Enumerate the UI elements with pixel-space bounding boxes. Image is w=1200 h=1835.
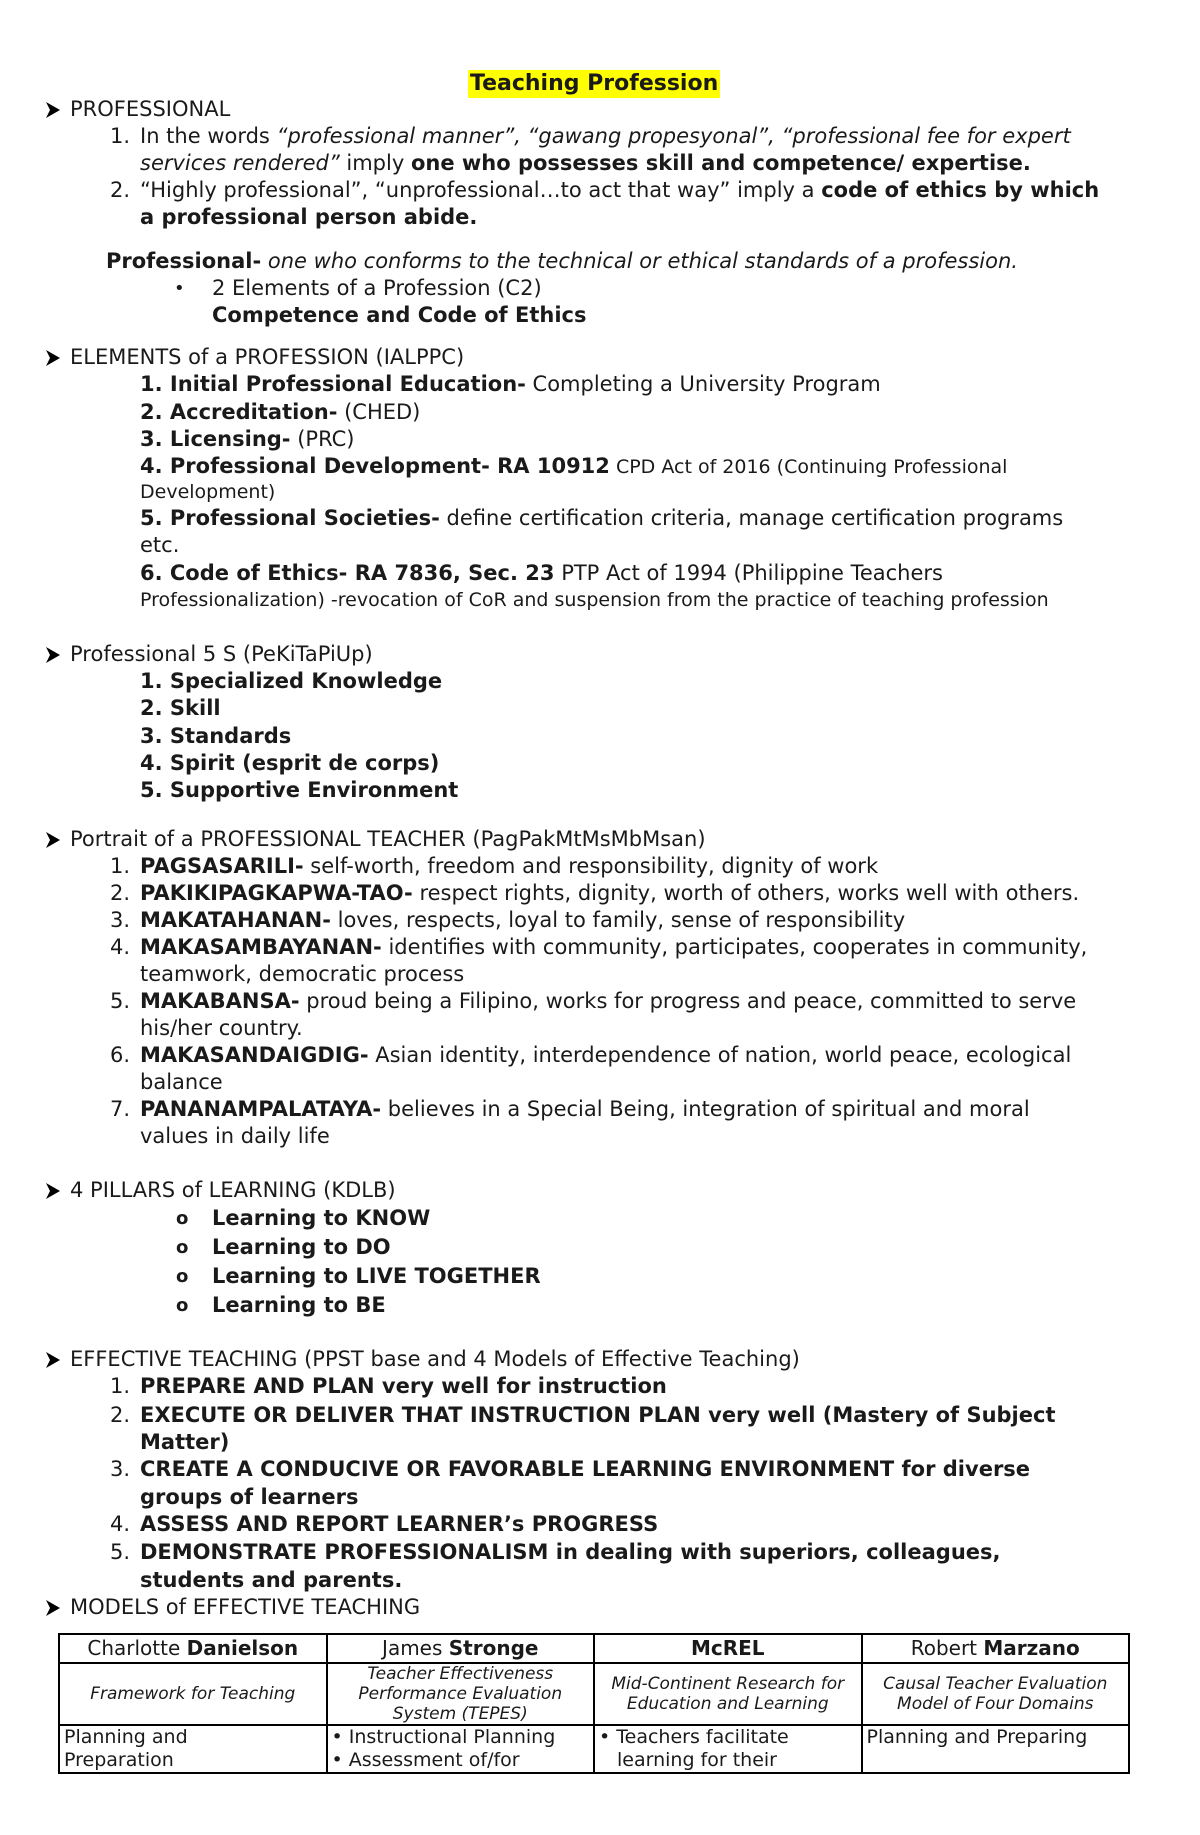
list-number: 3. — [109, 908, 130, 932]
list-item-continued: his/her country. — [140, 1016, 303, 1040]
arrow-bullet-icon — [44, 830, 62, 852]
list-item: 5. Professional Societies- define certification criteria, manage certification programs — [140, 506, 1064, 530]
list-item: MAKABANSA- proud being a Filipino, works for progress and peace, committed to serve — [140, 989, 1077, 1013]
circle-bullet-icon: o — [176, 1266, 189, 1287]
table-cell: Teacher Effectiveness Performance Evaluation System (TEPES) — [327, 1663, 595, 1725]
section-heading-pillars: 4 PILLARS of LEARNING (KDLB) — [70, 1178, 396, 1202]
table-cell: Mid-Continent Research for Education and Learning — [594, 1663, 862, 1725]
circle-bullet-icon: o — [176, 1237, 189, 1258]
table-cell: Causal Teacher Evaluation Model of Four Domains — [862, 1663, 1130, 1725]
list-item: Learning to DO — [212, 1235, 391, 1259]
list-item: PANANAMPALATAYA- believes in a Special Being, integration of spiritual and moral — [140, 1097, 1030, 1121]
list-item: PAGSASARILI- self-worth, freedom and responsibility, dignity of work — [140, 854, 879, 878]
list-item: Learning to KNOW — [212, 1206, 431, 1230]
arrow-bullet-icon — [44, 100, 62, 122]
circle-bullet-icon: o — [176, 1295, 189, 1316]
list-item-continued: teamwork, democratic process — [140, 962, 465, 986]
list-number: 3. — [109, 1457, 130, 1481]
table-row — [59, 1663, 1129, 1725]
document-title: Teaching Profession — [470, 71, 719, 96]
list-item-continued: balance — [140, 1070, 223, 1094]
list-number: 1. — [109, 1374, 130, 1398]
circle-bullet-icon: o — [176, 1208, 189, 1229]
list-item: PREPARE AND PLAN very well for instruction — [140, 1374, 667, 1398]
bullet-icon: • — [331, 1749, 343, 1771]
table-cell: • Teachers facilitate learning for their — [594, 1725, 862, 1773]
arrow-bullet-icon — [44, 1350, 62, 1372]
list-item: 1. Initial Professional Education- Completing a University Program — [140, 372, 881, 396]
section-heading-models: MODELS of EFFECTIVE TEACHING — [70, 1595, 421, 1619]
table-cell: Framework for Teaching — [59, 1663, 327, 1725]
list-item: 2. Accreditation- (CHED) — [140, 400, 421, 424]
list-item: 6. Code of Ethics- RA 7836, Sec. 23 PTP Act of 1994 (Philippine Teachers — [140, 561, 943, 585]
list-number: 1. — [109, 854, 130, 878]
section-heading-elements: ELEMENTS of a PROFESSION (IALPPC) — [70, 345, 465, 369]
models-table — [58, 1633, 1130, 1774]
arrow-bullet-icon — [44, 1598, 62, 1620]
list-item-continued: Development) — [140, 481, 276, 503]
list-item: 5. Supportive Environment — [140, 778, 459, 802]
list-item-text: services rendered” imply one who possesses skill and competence/ expertise. — [140, 151, 1031, 175]
bullet-icon: • — [599, 1726, 611, 1748]
list-number: 1. — [109, 124, 130, 148]
list-number: 4. — [109, 1512, 130, 1536]
list-number: 2. — [109, 178, 130, 202]
list-item: MAKATAHANAN- loves, respects, loyal to family, sense of responsibility — [140, 908, 906, 932]
list-item-continued: groups of learners — [140, 1485, 359, 1509]
list-number: 5. — [109, 1540, 130, 1564]
list-number: 6. — [109, 1043, 130, 1067]
list-item: Learning to BE — [212, 1293, 386, 1317]
arrow-bullet-icon — [44, 645, 62, 667]
list-item: 3. Licensing- (PRC) — [140, 427, 355, 451]
table-header-row — [59, 1634, 1129, 1663]
list-number: 5. — [109, 989, 130, 1013]
table-header-cell: Charlotte Danielson — [59, 1634, 327, 1663]
definition: Professional- one who conforms to the technical or ethical standards of a profession. — [106, 249, 1018, 273]
bullet-text: 2 Elements of a Profession (C2) — [212, 276, 542, 300]
section-heading-portrait: Portrait of a PROFESSIONAL TEACHER (PagPakMtMsMbMsan) — [70, 827, 706, 851]
list-item: DEMONSTRATE PROFESSIONALISM in dealing with superiors, colleagues, — [140, 1540, 1001, 1564]
list-item-continued: values in daily life — [140, 1124, 330, 1148]
list-item: 2. Skill — [140, 696, 221, 720]
list-item: ASSESS AND REPORT LEARNER’s PROGRESS — [140, 1512, 659, 1536]
list-item-continued: Matter) — [140, 1430, 230, 1454]
section-heading-effective-teaching: EFFECTIVE TEACHING (PPST base and 4 Models of Effective Teaching) — [70, 1347, 800, 1371]
bullet-icon: • — [174, 278, 185, 299]
list-number: 2. — [109, 881, 130, 905]
table-row — [59, 1725, 1129, 1773]
table-cell: • Instructional Planning • Assessment of/for — [327, 1725, 595, 1773]
bullet-subtext: Competence and Code of Ethics — [212, 303, 587, 327]
table-header-cell: Robert Marzano — [862, 1634, 1130, 1663]
arrow-bullet-icon — [44, 348, 62, 370]
list-number: 2. — [109, 1403, 130, 1427]
table-cell: Planning and Preparation — [59, 1725, 327, 1773]
table-cell: Planning and Preparing — [862, 1725, 1130, 1773]
list-item-text: In the words “professional manner”, “gawang propesyonal”, “professional fee for expert — [140, 124, 1071, 148]
list-item-continued: students and parents. — [140, 1568, 403, 1592]
list-item-text: “Highly professional”, “unprofessional…to act that way” imply a code of ethics by which — [140, 178, 1100, 202]
list-item: 3. Standards — [140, 724, 292, 748]
list-item: Learning to LIVE TOGETHER — [212, 1264, 541, 1288]
list-item: MAKASANDAIGDIG- Asian identity, interdependence of nation, world peace, ecological — [140, 1043, 1072, 1067]
list-item: 4. Professional Development- RA 10912 CPD Act of 2016 (Continuing Professional — [140, 454, 1008, 478]
list-item: CREATE A CONDUCIVE OR FAVORABLE LEARNING ENVIRONMENT for diverse — [140, 1457, 1031, 1481]
section-heading-five-s: Professional 5 S (PeKiTaPiUp) — [70, 642, 373, 666]
list-item-text: a professional person abide. — [140, 205, 478, 229]
table-header-cell: McREL — [594, 1634, 862, 1663]
list-item: MAKASAMBAYANAN- identifies with community, participates, cooperates in community, — [140, 935, 1088, 959]
list-number: 7. — [109, 1097, 130, 1121]
table-header-cell: James Stronge — [327, 1634, 595, 1663]
list-number: 4. — [109, 935, 130, 959]
bullet-icon: • — [331, 1726, 343, 1748]
arrow-bullet-icon — [44, 1181, 62, 1203]
list-item: PAKIKIPAGKAPWA-TAO- respect rights, dignity, worth of others, works well with others. — [140, 881, 1080, 905]
section-heading-professional: PROFESSIONAL — [70, 97, 231, 121]
list-item: 1. Specialized Knowledge — [140, 669, 443, 693]
list-item: EXECUTE OR DELIVER THAT INSTRUCTION PLAN very well (Mastery of Subject — [140, 1403, 1056, 1427]
list-item: 4. Spirit (esprit de corps) — [140, 751, 440, 775]
list-item-continued: Professionalization) -revocation of CoR and suspension from the practice of teaching profession — [140, 589, 1049, 611]
list-item-continued: etc. — [140, 533, 180, 557]
